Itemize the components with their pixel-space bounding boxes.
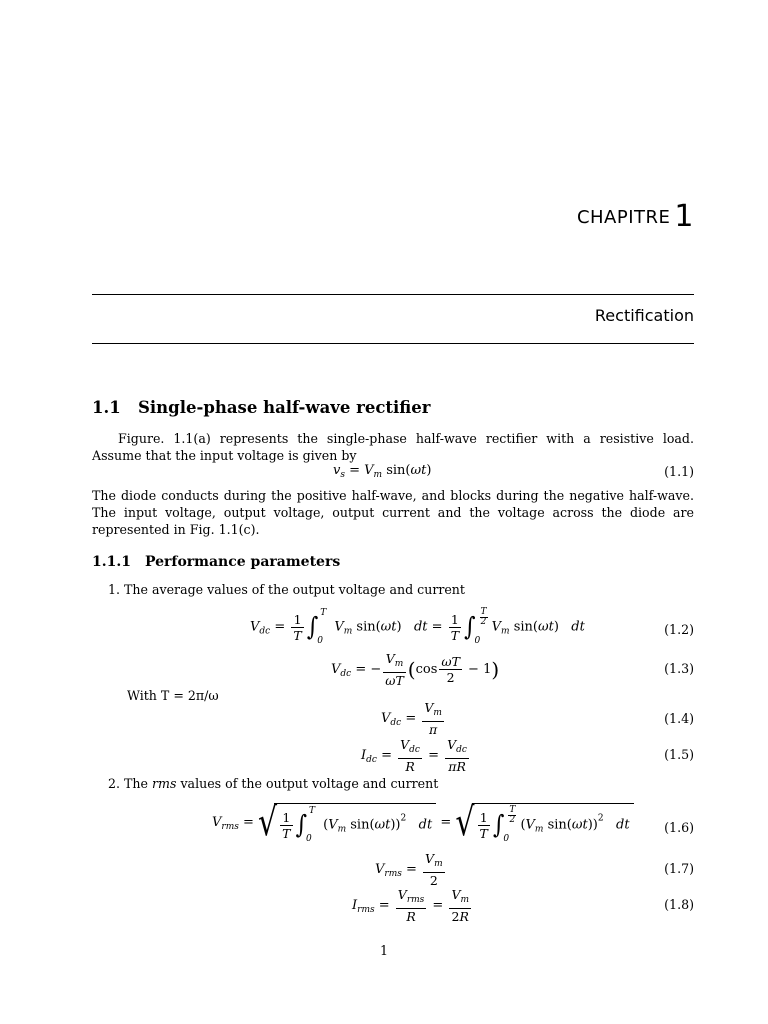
diode-paragraph: The diode conducts during the positive half-wave, and blocks during the negative half-wave. The input voltage, output voltage, output current and the voltage across the diode are represented in Fig. 1.1(c). xyxy=(92,488,694,537)
equation-1-2: $V_{dc}$ = $\frac{1}{T}$ ∫ T 0 $V_m$ sin(ωt) dt = $\frac{1}{T}$ ∫ $\frac{T}{2}$ 0 $V_m$ sin(ωt) dt xyxy=(250,607,585,646)
section-number: 1.1 xyxy=(92,398,121,417)
equation-1-3: $V_{dc}$ = − $\frac{V_m}{\omega T}$ (cos $\frac{\omega T}{2}$ − 1) xyxy=(331,651,500,688)
equation-1-1: $v_s = V_m$ sin(ωt) xyxy=(333,463,432,480)
subsection-title: Performance parameters xyxy=(145,554,341,570)
intro-paragraph: Figure. 1.1(a) represents the single-phase half-wave rectifier with a resistive load. Assume that the input voltage is given by xyxy=(92,431,694,463)
top-rule xyxy=(92,294,694,295)
subsection-number: 1.1.1 xyxy=(92,554,131,570)
equation-1-4: $V_{dc}$ = $\frac{V_m}{\pi}$ xyxy=(381,700,442,737)
list-item-2-post: values of the output voltage and current xyxy=(176,776,439,791)
eq-number-1-2: (1.2) xyxy=(664,622,694,637)
eq-number-1-5: (1.5) xyxy=(664,747,694,762)
eq-number-1-4: (1.4) xyxy=(664,711,694,726)
eq-number-1-3: (1.3) xyxy=(664,661,694,676)
equation-1-5: $I_{dc}$ = $\frac{V_{dc}}{R}$ = $\frac{V_{dc}}{\pi R}$ xyxy=(361,737,467,774)
section-heading xyxy=(92,398,430,417)
eq-number-1-1: (1.1) xyxy=(664,464,694,479)
chapter-label: CHAPITRE xyxy=(576,207,671,228)
eq-number-1-6: (1.6) xyxy=(664,820,694,835)
eq-number-1-8: (1.8) xyxy=(664,897,694,912)
list-item-2-pre: 2. The xyxy=(108,776,152,791)
bottom-rule xyxy=(92,343,694,344)
chapter-heading xyxy=(576,196,694,234)
with-period-text: With T = 2π/ω xyxy=(127,688,219,703)
equation-1-7: $V_{rms}$ = $\frac{V_m}{2}$ xyxy=(375,851,443,888)
list-item-2-em: rms xyxy=(152,776,177,791)
chapter-title: Rectification xyxy=(594,306,694,325)
section-title: Single-phase half-wave rectifier xyxy=(138,398,431,417)
chapter-number: 1 xyxy=(674,199,694,234)
list-item-2 xyxy=(108,776,438,791)
eq-number-1-7: (1.7) xyxy=(664,861,694,876)
list-item-1: 1. The average values of the output voltage and current xyxy=(108,582,465,597)
page-number: 1 xyxy=(379,943,388,958)
equation-1-6: $V_{rms}$ = √ $\frac{1}{T}$ ∫ T 0 ($V_m$ sin(ωt))$^2$ dt = √ $\frac{1}{T}$ ∫ $\frac{T}{2}$ 0 ($V_m$ sin(ωt))$^2$ dt xyxy=(212,803,634,842)
subsection-heading xyxy=(92,554,340,570)
equation-1-8: $I_{rms}$ = $\frac{V_{rms}}{R}$ = $\frac{V_m}{2R}$ xyxy=(352,887,470,924)
